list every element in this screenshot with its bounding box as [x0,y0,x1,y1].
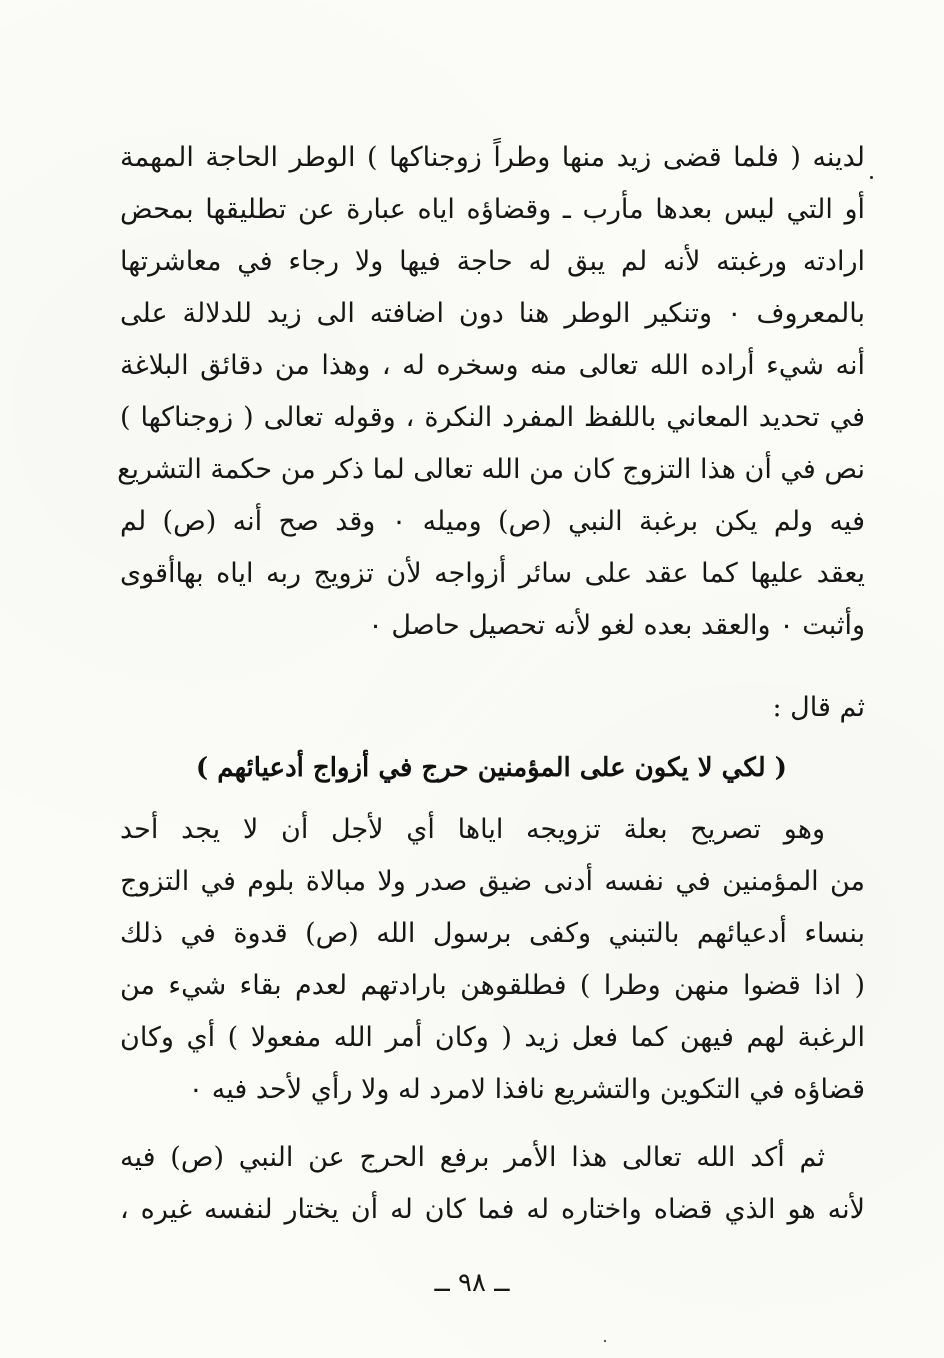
text-line: أنه شيء أراده الله تعالى منه وسخره له ، وهذا من دقائق البلاغة [120,350,865,381]
text-line: الرغبة لهم فيهن كما فعل زيد ( وكان أمر الله مفعولا ) أي وكان [120,1022,865,1053]
text-line: من المؤمنين في نفسه أدنى ضيق صدر ولا مبالاة بلوم في التزوج [120,866,865,897]
text-line: بنساء أدعيائهم بالتبني وكفى برسول الله (ص) قدوة في ذلك [120,918,865,949]
text-line: ( اذا قضوا منهن وطرا ) فطلقوهن بارادتهم لعدم بقاء شيء من [120,970,865,1001]
text-line: لدينه ( فلما قضى زيد منها وطراً زوجناكها ) الوطر الحاجة المهمة [120,142,865,173]
text-line: يعقد عليها كما عقد على سائر أزواجه لأن تزويج ربه اياه بهاأقوى [120,558,865,589]
text-line: بالمعروف ٠ وتنكير الوطر هنا دون اضافته الى زيد للدلالة على [120,298,865,329]
text-line: قضاؤه في التكوين والتشريع نافذا لامرد له ولا رأي لأحد فيه ٠ [188,1074,865,1105]
text-line: ثم أكد الله تعالى هذا الأمر برفع الحرج عن النبي (ص) فيه [120,1142,825,1173]
text-line: في تحديد المعاني باللفظ المفرد النكرة ، وقوله تعالى ( زوجناكها ) [120,402,865,433]
text-line: وأثبت ٠ والعقد بعده لغو لأنه تحصيل حاصل ٠ [368,610,865,641]
paragraph-one [117,132,865,652]
text-line: فيه ولم يكن برغبة النبي (ص) وميله ٠ وقد صح أنه (ص) لم [120,506,865,537]
verse-heading: ( لكي لا يكون على المؤمنين حرج في أزواج أدعيائهم ) [195,753,787,783]
paragraph-two [120,804,865,1116]
text-line: وهو تصريح بعلة تزويجه اياها أي لأجل أن لا يجد أحد [120,814,825,845]
paragraph-three [120,1132,865,1236]
scan-speck [604,1340,606,1342]
text-line: نص في أن هذا التزوج كان من الله تعالى لما ذكر من حكمة التشريع [117,454,865,485]
scan-speck [870,176,873,179]
transition-phrase [120,682,865,734]
text-line: أو التي ليس بعدها مأرب ـ وقضاؤه اياه عبارة عن تطليقها بمحض [120,194,865,225]
text-line: ارادته ورغبته لأنه لم يبق له حاجة فيها ولا رجاء في معاشرتها [120,246,865,277]
text-line: لأنه هو الذي قضاه واختاره له فما كان له أن يختار لنفسه غيره ، [120,1194,865,1225]
text-line: ثم قال : [772,692,865,723]
page-number: ــ ٩٨ ــ [434,1268,510,1298]
